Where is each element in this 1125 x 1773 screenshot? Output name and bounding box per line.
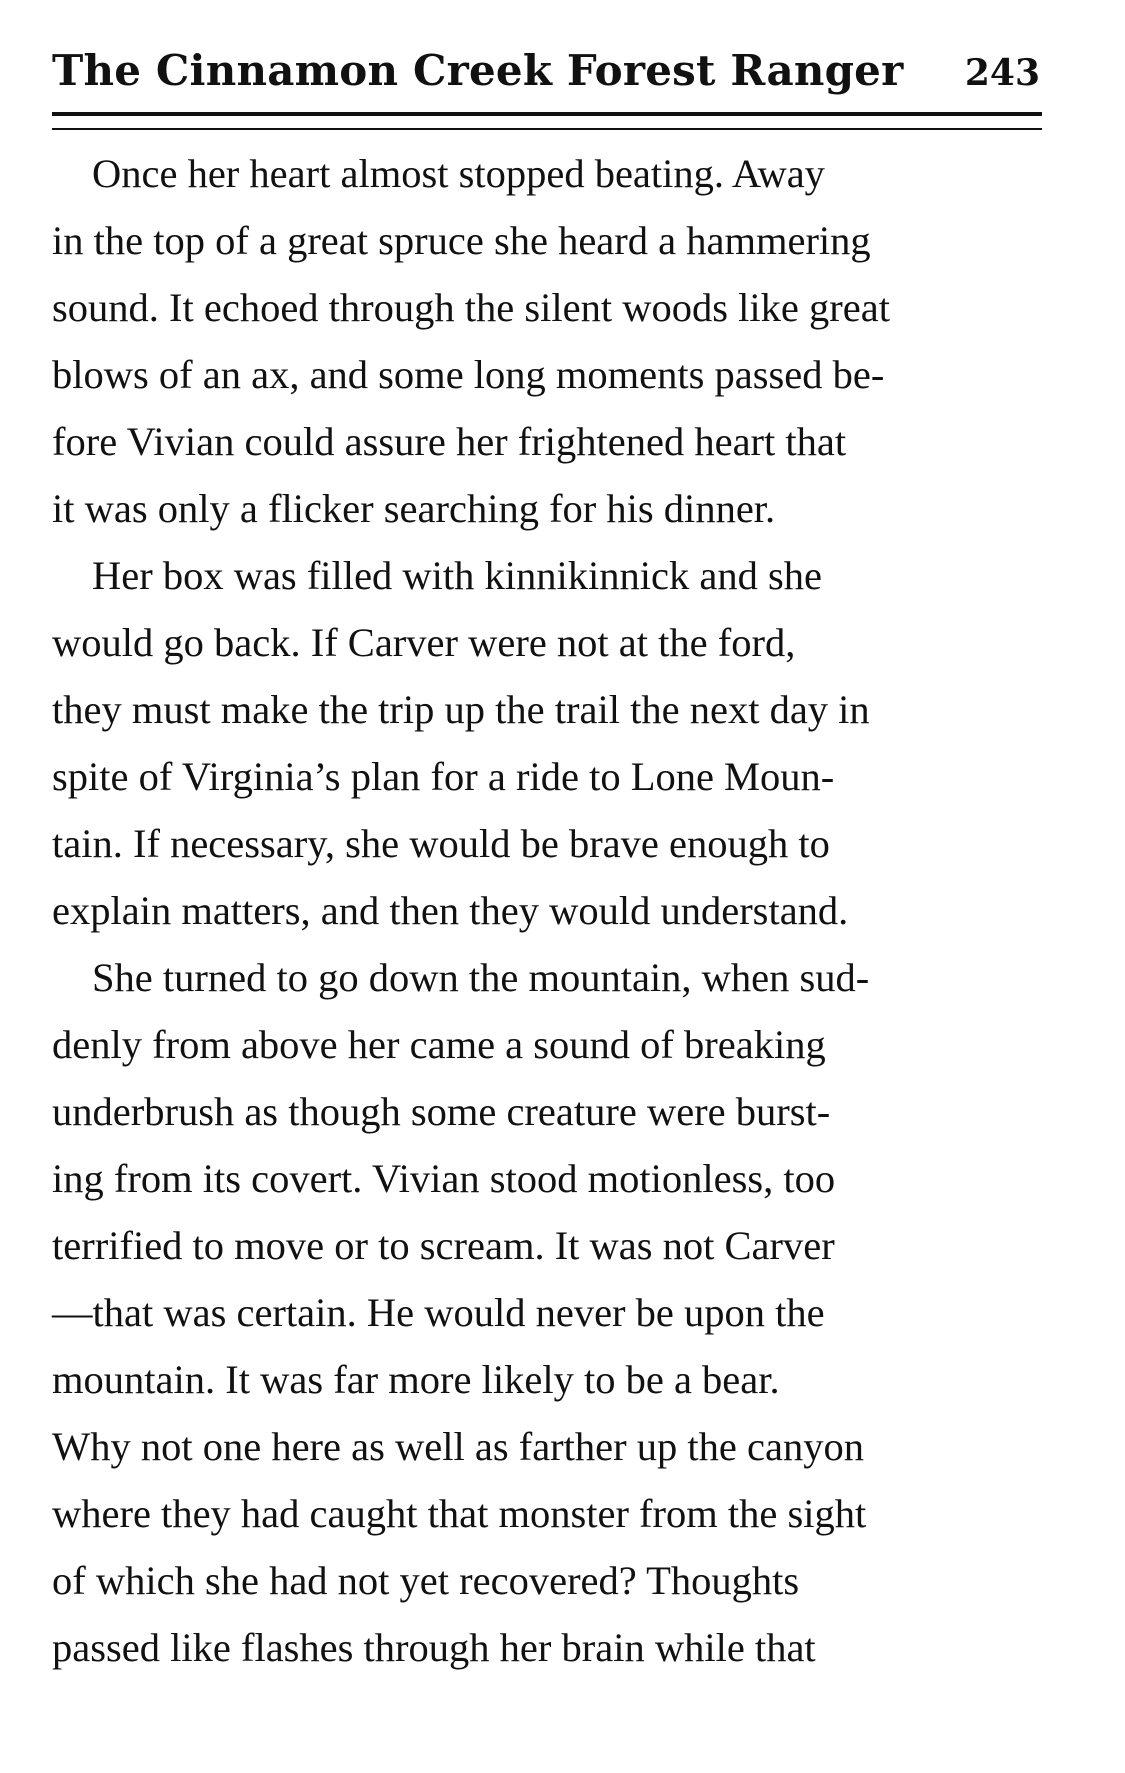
text-line: Once her heart almost stopped beating. Away [92,151,825,196]
paragraph-1 [52,140,1042,542]
text-line: sound. It echoed through the silent woods like great [52,285,890,330]
text-line: mountain. It was far more likely to be a bear. [52,1357,780,1402]
text-line: She turned to go down the mountain, when sud- [92,955,870,1000]
paragraph-3 [52,944,1042,1681]
text-line: they must make the trip up the trail the next day in [52,687,870,732]
text-line: fore Vivian could assure her frightened heart that [52,419,847,464]
header-rule [52,112,1042,130]
text-line: underbrush as though some creature were burst- [52,1089,831,1134]
text-line: Her box was filled with kinnikinnick and she [92,553,822,598]
text-line: spite of Virginia’s plan for a ride to Lone Moun- [52,754,835,799]
body-text [52,140,1042,1681]
running-head [52,40,1042,112]
book-page [52,40,1042,1681]
page-number: 243 [964,52,1040,94]
book-title: The Cinnamon Creek Forest Ranger [52,46,904,95]
text-line: Why not one here as well as farther up the canyon [52,1424,864,1469]
text-line: it was only a flicker searching for his dinner. [52,486,776,531]
text-line: —that was certain. He would never be upon the [52,1290,825,1335]
text-line: blows of an ax, and some long moments passed be- [52,352,885,397]
text-line: in the top of a great spruce she heard a hammering [52,218,871,263]
text-line: denly from above her came a sound of breaking [52,1022,826,1067]
text-line: would go back. If Carver were not at the ford, [52,620,796,665]
text-line: terrified to move or to scream. It was not Carver [52,1223,835,1268]
text-line: of which she had not yet recovered? Thoughts [52,1558,800,1603]
text-line: explain matters, and then they would understand. [52,888,849,933]
text-line: ing from its covert. Vivian stood motionless, too [52,1156,836,1201]
text-line: tain. If necessary, she would be brave enough to [52,821,830,866]
paragraph-2 [52,542,1042,944]
text-line: passed like flashes through her brain while that [52,1625,816,1670]
text-line: where they had caught that monster from the sight [52,1491,867,1536]
